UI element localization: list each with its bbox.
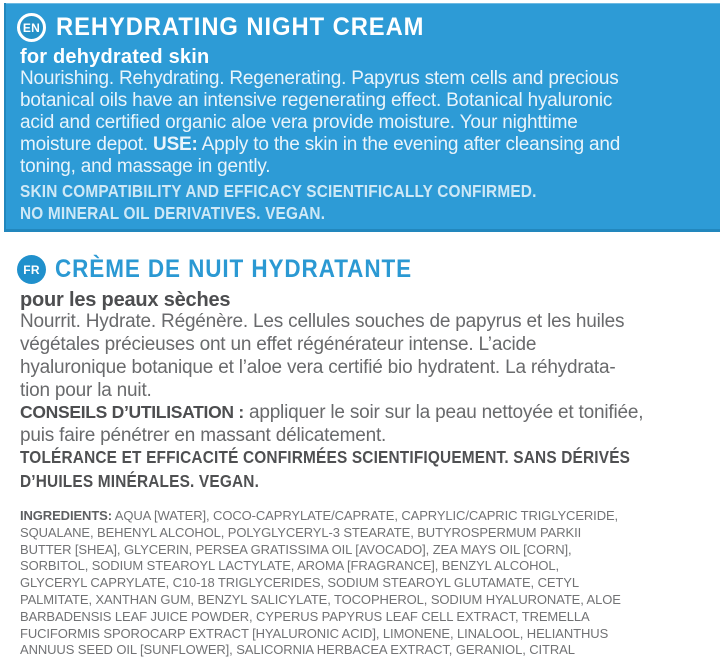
fr-description [20, 310, 624, 402]
ingredients-line: GLYCERYL CAPRYLATE, C10-18 TRIGLYCERIDES, SODIUM STEAROYL GLUTAMATE, CETYL [20, 575, 579, 591]
fr-usage-text: appliquer le soir sur la peau nettoyée et tonifiée, [243, 402, 644, 423]
en-usage-prefix: moisture depot. [20, 134, 154, 155]
fr-description-line: Nourrit. Hydrate. Régénère. Les cellules souches de papyrus et les huiles [20, 311, 625, 332]
en-use-label: USE: [153, 134, 198, 155]
fr-usage [20, 401, 643, 447]
fr-usage-label: CONSEILS D’UTILISATION : [20, 402, 244, 422]
en-header [17, 13, 444, 42]
ingredients-line: PALMITATE, XANTHAN GUM, BENZYL SALICYLATE, TOCOPHEROL, SODIUM HYALURONATE, ALOE [20, 591, 621, 607]
en-description-line: Nourishing. Rehydrating. Regenerating. Papyrus stem cells and precious [20, 68, 619, 89]
en-claim-line: NO MINERAL OIL DERIVATIVES. VEGAN. [20, 202, 326, 223]
fr-claim-line: TOLÉRANCE ET EFFICACITÉ CONFIRMÉES SCIENTIFIQUEMENT. SANS DÉRIVÉS [20, 447, 631, 467]
en-description-line: botanical oils have an intensive regenerating effect. Botanical hyaluronic [20, 90, 613, 111]
fr-description-line: tion pour la nuit. [20, 380, 152, 401]
ingredients-line: SORBITOL, SODIUM STEAROYL LACTYLATE, AROMA [FRAGRANCE], BENZYL ALCOHOL, [20, 558, 560, 574]
ingredients-line: SQUALANE, BEHENYL ALCOHOL, POLYGLYCERYL-3 STEARATE, BUTYROSPERMUM PARKII [20, 524, 582, 540]
fr-claims [20, 445, 713, 493]
fr-claim-line: D’HUILES MINÉRALES. VEGAN. [20, 471, 260, 491]
fr-usage-line: puis faire pénétrer en massant délicatement. [20, 425, 387, 446]
en-subtitle: for dehydrated skin [20, 46, 210, 68]
en-panel [4, 3, 720, 232]
fr-description-line: hyaluronique botanique et l’aloe vera certifié bio hydratent. La réhydrata- [20, 357, 616, 378]
ingredients-text: AQUA [WATER], COCO-CAPRYLATE/CAPRATE, CAPRYLIC/CAPRIC TRIGLYCERIDE, [111, 508, 619, 523]
en-claim-line: SKIN COMPATIBILITY AND EFFICACY SCIENTIFICALLY CONFIRMED. [20, 181, 537, 201]
en-description-line: acid and certified organic aloe vera provide moisture. Your nighttime [20, 112, 578, 133]
en-description [20, 68, 620, 178]
ingredients-line: BUTTER [SHEA], GLYCERIN, PERSEA GRATISSIMA OIL [AVOCADO], ZEA MAYS OIL [CORN], [20, 541, 572, 557]
language-badge-fr: FR [17, 255, 46, 284]
ingredients-line: BARBADENSIS LEAF JUICE POWDER, CYPERUS PAPYRUS LEAF CELL EXTRACT, TREMELLA [20, 608, 590, 624]
en-product-title: REHYDRATING NIGHT CREAM [56, 13, 425, 41]
fr-product-title: CRÈME DE NUIT HYDRATANTE [55, 255, 413, 283]
fr-description-line: végétales précieuses ont un effet régénérateur intense. L’acide [20, 334, 537, 355]
ingredients-line: ANNUUS SEED OIL [SUNFLOWER], SALICORNIA HERBACEA EXTRACT, GERANIOL, CITRAL [20, 642, 575, 658]
fr-subtitle: pour les peaux sèches [20, 289, 231, 311]
en-description-line: toning, and massage in gently. [20, 156, 271, 177]
en-usage-line [20, 134, 620, 156]
fr-usage-line [20, 401, 643, 424]
ingredients-line [20, 508, 621, 525]
language-badge-en: EN [17, 13, 46, 42]
ingredients-label: INGREDIENTS: [20, 508, 112, 523]
ingredients-line: FUCIFORMIS SPOROCARP EXTRACT [HYALURONIC ACID], LIMONENE, LINALOOL, HELIANTHUS [20, 625, 609, 641]
ingredients-list [20, 508, 621, 659]
en-usage-suffix: Apply to the skin in the evening after cleansing and [197, 134, 621, 155]
en-claims [20, 181, 607, 224]
fr-header [17, 255, 452, 284]
